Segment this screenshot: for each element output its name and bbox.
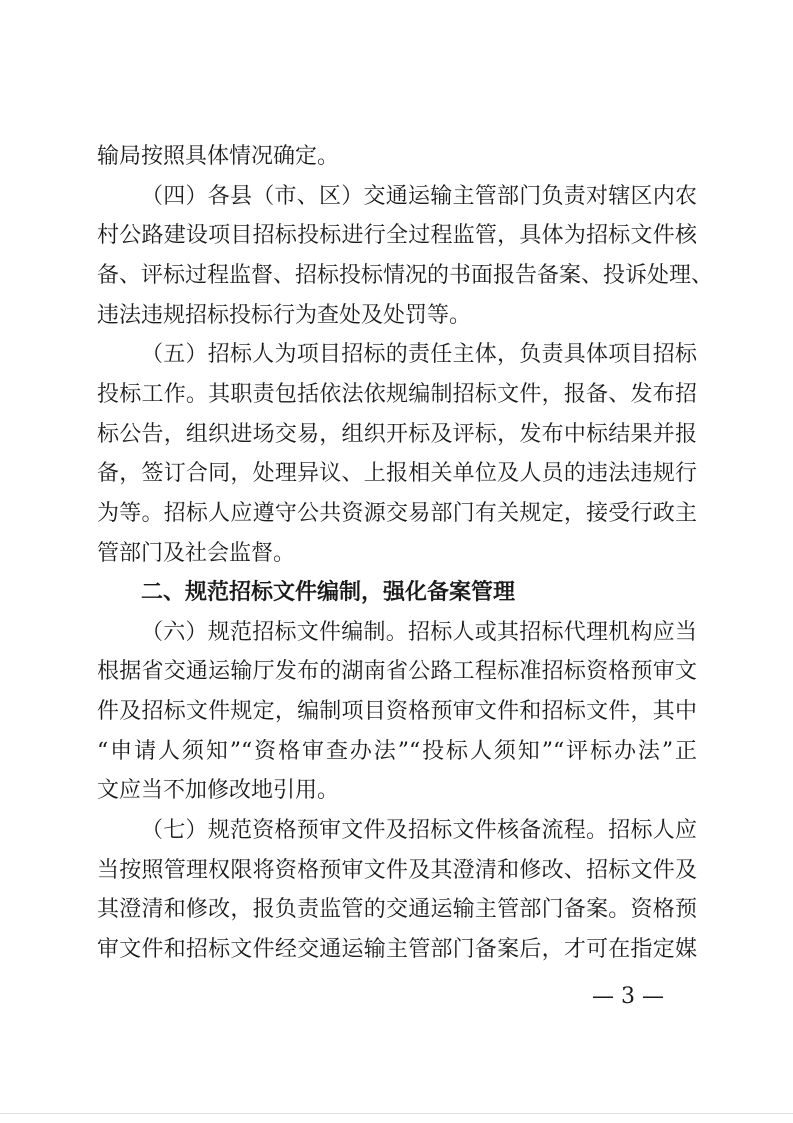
paragraph-4-line: 村公路建设项目招标投标进行全过程监管，具体为招标文件核 bbox=[97, 223, 697, 248]
paragraph-5-line: 管部门及社会监督。 bbox=[97, 541, 296, 566]
paragraph-7-line: （七）规范资格预审文件及招标文件核备流程。招标人应 bbox=[141, 818, 697, 843]
paragraph-5-line: 为等。招标人应遵守公共资源交易部门有关规定，接受行政主 bbox=[97, 501, 697, 526]
paragraph-5-line: （五）招标人为项目招标的责任主体，负责具体项目招标 bbox=[141, 342, 697, 367]
paragraph-6-line: “申请人须知”“资格审查办法”“投标人须知”“评标办法”正 bbox=[97, 739, 697, 764]
paragraph-6-line: 件及招标文件规定，编制项目资格预审文件和招标文件，其中 bbox=[97, 699, 697, 724]
paragraph-6-line: 根据省交通运输厅发布的湖南省公路工程标准招标资格预审文 bbox=[97, 659, 697, 684]
section-heading: 二、规范招标文件编制，强化备案管理 bbox=[141, 580, 516, 605]
paragraph-7-line: 其澄清和修改，报负责监管的交通运输主管部门备案。资格预 bbox=[97, 897, 697, 922]
paragraph-5-line: 标公告，组织进场交易，组织开标及评标，发布中标结果并报 bbox=[97, 422, 697, 447]
paragraph-4-line: （四）各县（市、区）交通运输主管部门负责对辖区内农 bbox=[141, 184, 697, 209]
paragraph-7-line: 审文件和招标文件经交通运输主管部门备案后，才可在指定媒 bbox=[97, 937, 697, 962]
paragraph-5-line: 备，签订合同，处理异议、上报相关单位及人员的违法违规行 bbox=[97, 461, 697, 486]
page-bottom-edge bbox=[0, 1113, 793, 1114]
paragraph-6-line: （六）规范招标文件编制。招标人或其招标代理机构应当 bbox=[141, 620, 697, 645]
page-number: — 3 — bbox=[592, 984, 664, 1009]
paragraph-7-line: 当按照管理权限将资格预审文件及其澄清和修改、招标文件及 bbox=[97, 858, 697, 883]
paragraph-4-line: 违法违规招标投标行为查处及处罚等。 bbox=[97, 303, 472, 328]
paragraph-4-line: 备、评标过程监督、招标投标情况的书面报告备案、投诉处理、 bbox=[97, 263, 714, 288]
paragraph-6-line: 文应当不加修改地引用。 bbox=[97, 778, 340, 803]
body-line: 输局按照具体情况确定。 bbox=[97, 144, 340, 169]
paragraph-5-line: 投标工作。其职责包括依法依规编制招标文件，报备、发布招 bbox=[97, 382, 697, 407]
